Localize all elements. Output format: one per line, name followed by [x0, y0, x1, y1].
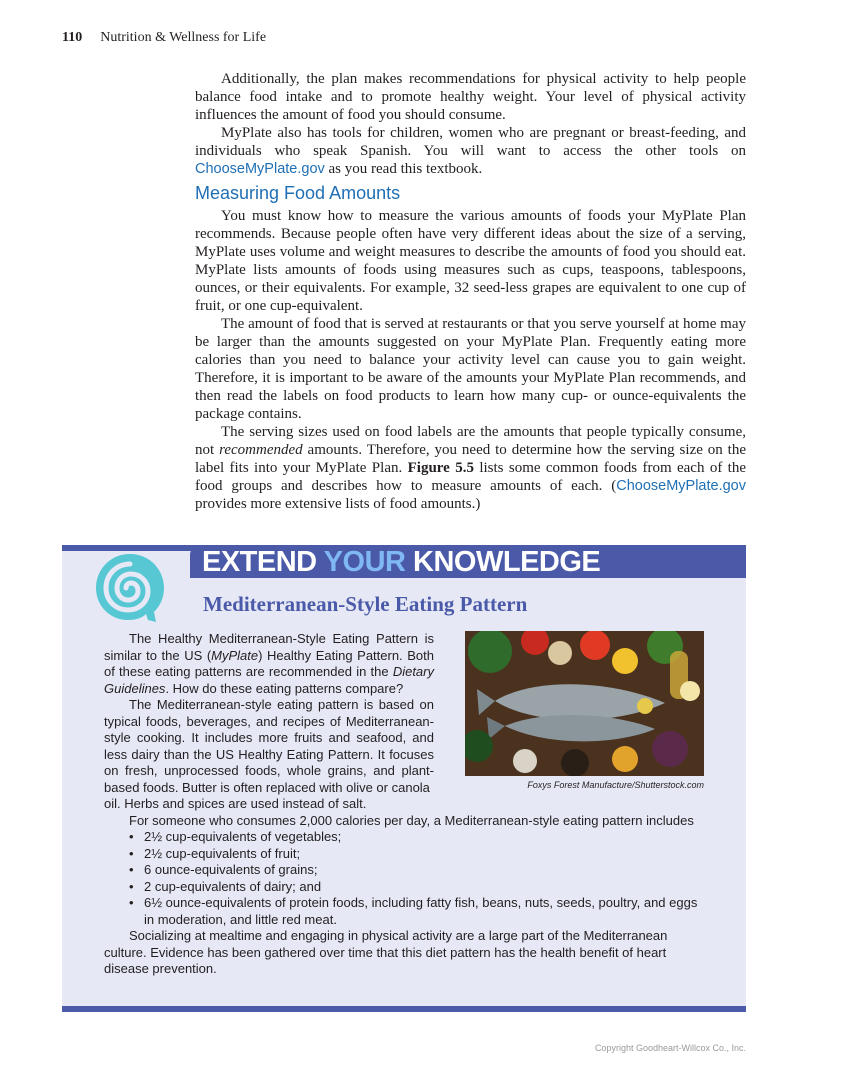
choosemyplate-link[interactable]: ChooseMyPlate.gov — [195, 161, 325, 177]
paragraph: Additionally, the plan makes recommendations for physical activity to help people balance food intake and to promote healthy weight. Your level of physical activity influences the amount of food you should consume. — [195, 71, 746, 123]
paragraph: For someone who consumes 2,000 calories per day, a Mediterranean-style eating pattern includes — [129, 812, 694, 828]
feature-title: Mediterranean-Style Eating Pattern — [203, 592, 528, 616]
banner-word: KNOWLEDGE — [413, 546, 601, 578]
bullet-list — [104, 829, 705, 928]
head-swirl-icon — [90, 548, 172, 626]
page-header — [62, 30, 266, 46]
paragraph: The Healthy Mediterranean-Style Eating Pattern is similar to the US (MyPlate) Healthy Eating Pattern. Both of these eating patterns are recommended in the Dietary Guidelines. How do these eating patterns compare? — [104, 631, 434, 696]
paragraph: The Mediterranean-style eating pattern is based on typical foods, beverages, and recipes of Mediterranean-style cooking. It includes more fruits and seafood, and less dairy than the US Healthy Eating Pattern. It focuses on fresh, unprocessed foods, whole grains, and plant-based foods. Butter is often replaced with olive or canola — [104, 697, 434, 795]
banner-word: EXTEND — [202, 546, 317, 578]
paragraph: oil. Herbs and spices are used instead of salt. — [104, 796, 367, 811]
page-number: 110 — [62, 30, 83, 45]
paragraph: Socializing at mealtime and engaging in physical activity are a large part of the Mediterranean culture. Evidence has been gathered over time that this diet pattern has the health benefit of heart disease prevention. — [104, 928, 668, 976]
main-text — [195, 70, 746, 513]
feature-bottom-rule — [62, 1006, 746, 1012]
section-heading: Measuring Food Amounts — [195, 183, 401, 203]
list-item: • 2 cup-equivalents of dairy; and — [129, 879, 705, 896]
photo-credit: Foxys Forest Manufacture/Shutterstock.com — [527, 780, 704, 790]
list-item: • 2½ cup-equivalents of fruit; — [129, 846, 705, 863]
paragraph: The amount of food that is served at restaurants or that you serve yourself at home may be larger than the amounts suggested on your MyPlate Plan. Frequently eating more calories than you need to balance your activity level can cause you to gain weight. Therefore, it is important to be aware of the amounts your MyPlate Plan recommends, and then read the labels on food products to learn how many cup- or ounce-equivalents the package contains. — [195, 316, 746, 422]
copyright: Copyright Goodheart-Willcox Co., Inc. — [594, 1043, 746, 1053]
running-title: Nutrition & Wellness for Life — [100, 30, 267, 45]
figure-reference: Figure 5.5 — [407, 460, 474, 476]
feature-banner — [190, 545, 746, 578]
paragraph: MyPlate also has tools for children, women who are pregnant or breast-feeding, and individuals who speak Spanish. You will want to access the other tools on ChooseMyPlate.gov as you read this textbook. — [195, 125, 746, 177]
list-item: • 2½ cup-equivalents of vegetables; — [129, 829, 705, 846]
choosemyplate-link[interactable]: ChooseMyPlate.gov — [616, 478, 746, 494]
banner-word-accent: YOUR — [323, 546, 406, 578]
feature-body — [104, 631, 705, 978]
list-item: • 6½ ounce-equivalents of protein foods, including fatty fish, beans, nuts, seeds, poultry, and eggs in moderation, and little red meat. — [129, 895, 705, 928]
paragraph: You must know how to measure the various amounts of foods your MyPlate Plan recommends. Because people often have very different ideas about the size of a serving, MyPlate uses volume and weight measures to describe the amounts of food you should eat. MyPlate lists amounts of foods using measures such as cups, teaspoons, tablespoons, ounces, or their equivalents. For example, 32 seed-less grapes are equivalent to one cup of fruit, or one cup-equivalent. — [195, 208, 746, 314]
list-item: • 6 ounce-equivalents of grains; — [129, 862, 705, 879]
paragraph: The serving sizes used on food labels are the amounts that people typically consume, not recommended amounts. Therefore, you need to determine how the serving size on the label fits into your MyPlate Plan. Figure 5.5 lists some common foods from each of the food groups and describes how to measure amounts of each. (ChooseMyPlate.gov provides more extensive lists of food amounts.) — [195, 424, 747, 512]
